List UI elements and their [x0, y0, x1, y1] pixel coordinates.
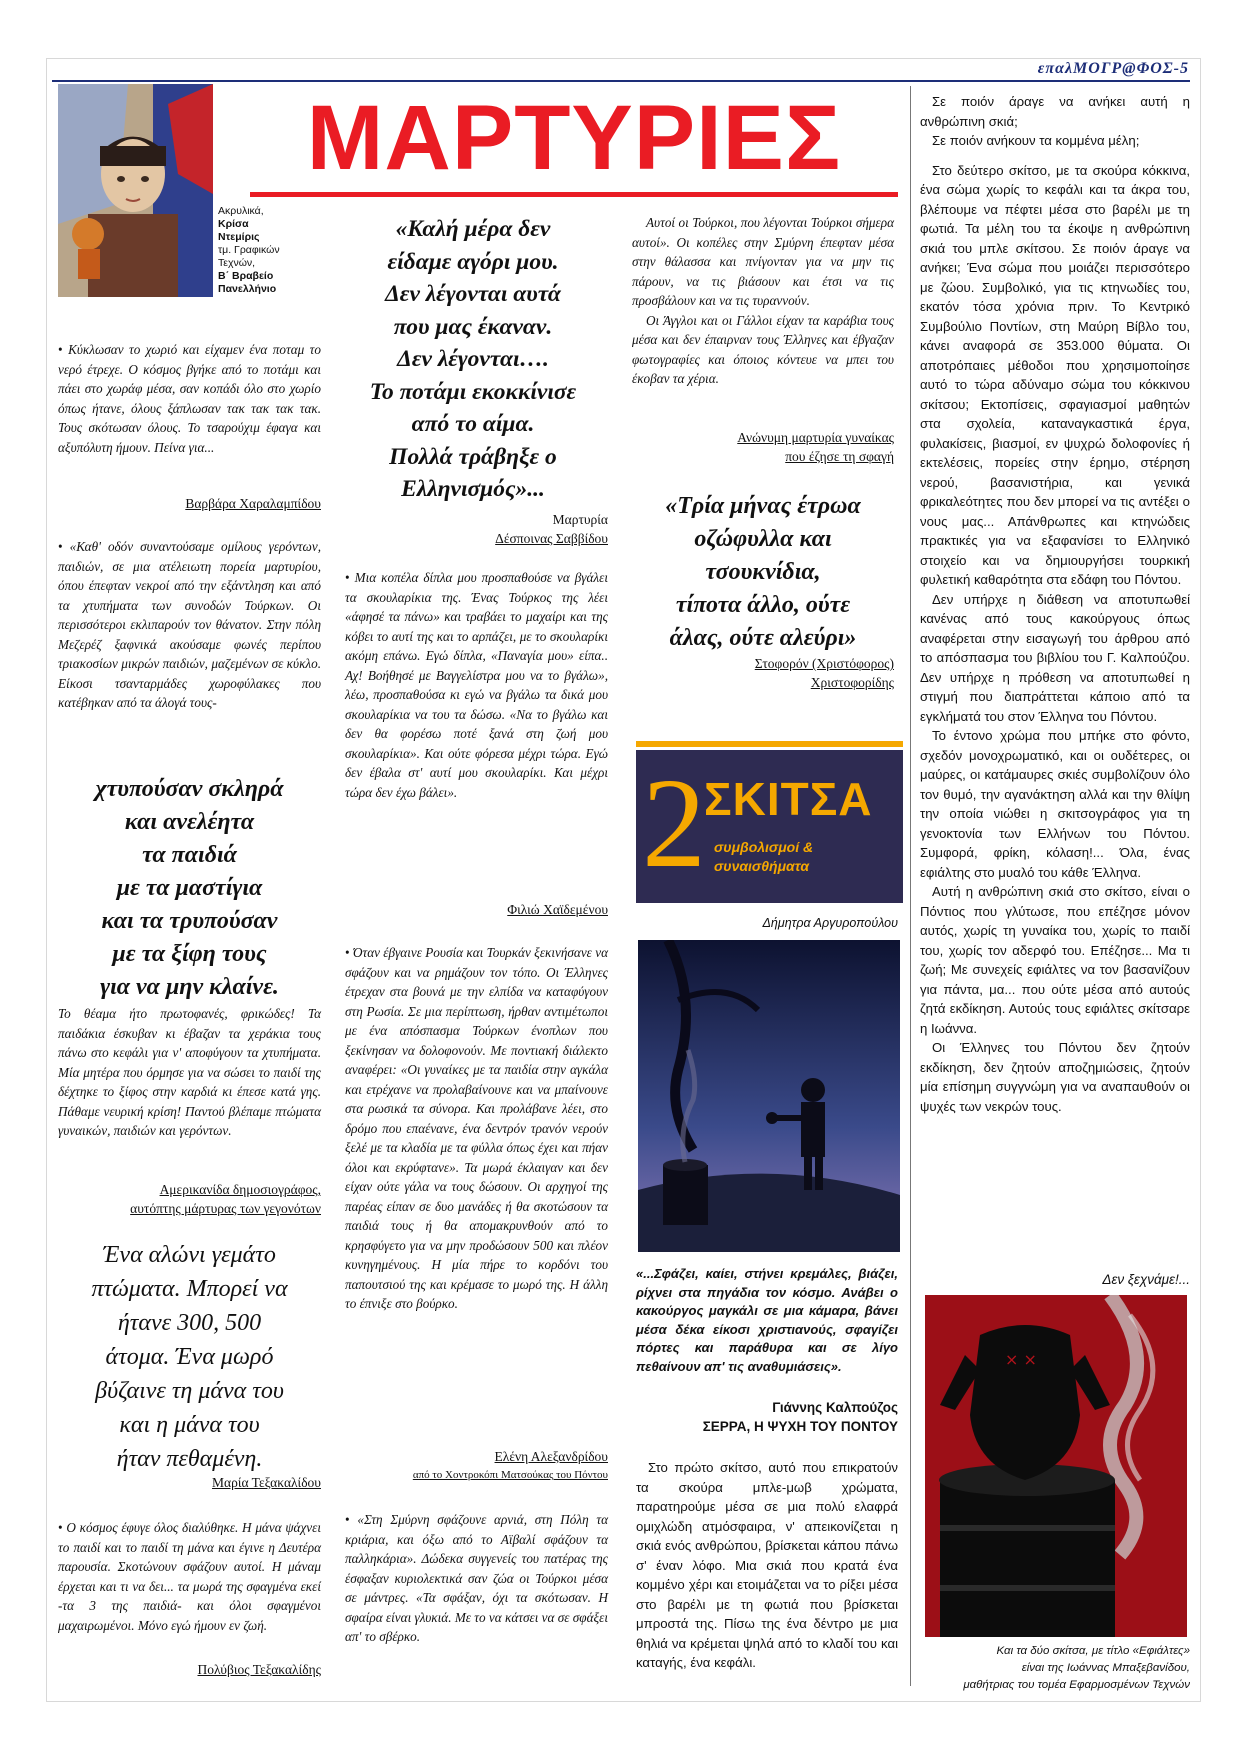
- pull-line: με τα ξίφη τους: [112, 941, 267, 967]
- col2-testimony-3: [345, 1510, 608, 1647]
- col1-testimony-3: [58, 1004, 321, 1141]
- banner-sub-line: συναισθήματα: [714, 858, 810, 874]
- pull-line: χτυπούσαν σκληρά: [95, 776, 284, 802]
- testimony-text: Οι Άγγλοι και οι Γάλλοι είχαν τα καράβια τους μέσα και δεν έπαιρναν τους Έλληνες και έβγαζαν φωτογραφίες και όποιος κόντευε να μπει του έκοβαν τα χέρια.: [632, 312, 894, 386]
- pull-line: από το αίμα.: [411, 411, 535, 437]
- author-line: Χριστοφορίδης: [810, 675, 894, 690]
- quote-book-title: ΣΕΡΡΑ, Η ΨΥΧΗ ΤΟΥ ΠΟΝΤΟΥ: [702, 1419, 898, 1434]
- pull-line: Ένα αλώνι γεμάτο: [103, 1242, 276, 1268]
- pull-line: ήταν πεθαμένη.: [116, 1446, 263, 1472]
- col3-novel-quote: «...Σφάζει, καίει, στήνει κρεμάλες, βιάζει, ρίχνει στα πηγάδια τον κόσμο. Ανάβει ο κακούργος μαγκάλι σε μια κάμαρα, βάνει μέσα δέκα είκοσι χριστιανούς, σφαγίζει πόρτες και παράθυρα και σε λίγο πεθαίνουν απ' τις αναθυμιάσεις».: [636, 1266, 898, 1374]
- author-line: Ανώνυμη μαρτυρία γυναίκας: [737, 430, 894, 445]
- author-line: Στοφορόν (Χριστόφορος): [754, 656, 894, 671]
- child-painting-illustration: [58, 84, 213, 297]
- testimony-text: • «Στη Σμύρνη σφάζουνε αρνιά, στη Πόλη τα κριάρια, και όξω από το Αϊβαλί σφάζουν τα παλληκάρια». Δώδεκα συγγενείς του πατέρας της έσφαξαν κυριολεκτικά σαν ζώα οι Τούρκοι μέσα σε μάντρες. «Τα σφάξαν, όχι τα σκότωσαν. Η σφαίρα είναι γλυκιά. Με το να κάτσει να σε σφάξει απ' το σβέρκο.: [345, 1510, 608, 1647]
- col1-pull2-author: Μαρία Τεξακαλίδου: [212, 1475, 321, 1490]
- banner-subtitle: [714, 838, 813, 876]
- pull-line: Το ποτάμι εκοκκίνισε: [369, 378, 577, 405]
- masthead-title: ΜΑΡΤΥΡΙΕΣ: [306, 87, 842, 189]
- svg-text:× ×: × ×: [1005, 1350, 1037, 1369]
- blue-sketch-illustration: [638, 940, 900, 1252]
- col1-testimony-4: [58, 1518, 321, 1635]
- pull-line: «Τρία μήνας έτρωα: [665, 493, 861, 519]
- col4-analysis: [920, 92, 1190, 1116]
- col1-pull-quote-2: [58, 1238, 321, 1476]
- red-sketch-illustration: [925, 1295, 1187, 1637]
- author-line: αυτόπτης μάρτυρας των γεγονότων: [130, 1201, 321, 1216]
- caption-line: μαθήτριας του τομέα Εφαρμοσμένων Τεχνών: [963, 1679, 1190, 1691]
- banner-sub-line: συμβολισμοί &: [714, 839, 814, 855]
- blue-sketch-image: [638, 940, 900, 1252]
- analysis-text: Σε ποιόν ανήκουν τα κομμένα μέλη;: [932, 133, 1140, 148]
- pull-line: τσουκνίδια,: [705, 559, 821, 585]
- testimony-text: Το θέαμα ήτο πρωτοφανές, φρικώδες! Τα παιδάκια έσκυβαν κι έβαζαν τα χεράκια τους πάνω στο κεφάλι για ν' αποφύγουν τα χτυπήματα. Μία μητέρα που όρμησε για να σώσει το παιδί της δέχτηκε το ξίφος στην καρδιά κι έπεσε κατά γης. Πάθαμε νευρική κρίση! Παντού βλέπαμε πτώματα γυναικών, παιδιών και γερόντων.: [58, 1006, 321, 1138]
- testimony-text: • «Καθ' οδόν συναντούσαμε ομίλους γερόντων, παιδιών, σε μια ατέλειωτη πορεία μαρτυρίου, όπου έπεφταν νεκροί από την εξάντληση και από τα χτυπήματα των συνοδών Τούρκων. Οι περισσότεροι εκλιπαρούν τον θάνατον. Στην πόλη Μεζερέζ ξαφνικά ακούσαμε φωνές περίπου τριακοσίων μικρών παιδιών, μαζεμένων σε κύκλο. Είκοσι τσανταρμάδες χωροφύλακες που κατέβηκαν από τα άλογά τους-: [58, 537, 321, 713]
- col1-pull-quote-1: [58, 773, 321, 1004]
- col2-pull-quote: [338, 213, 608, 506]
- pull-line: Δεν λέγονται αυτά: [385, 281, 561, 307]
- banner-number: 2: [642, 752, 706, 894]
- author-line: Δέσποινας Σαββίδου: [495, 531, 608, 546]
- caption-line: Και τα δύο σκίτσα, με τίτλο «Εφιάλτες»: [996, 1645, 1190, 1657]
- pull-line: βύζαινε τη μάνα του: [95, 1378, 284, 1404]
- col2-author-2: [345, 1447, 608, 1485]
- painting-image: [58, 84, 213, 297]
- analysis-text: Στο πρώτο σκίτσο, αυτό που επικρατούν τα σκούρα μπλε-μωβ χρώματα, παρατηρούμε μέσα σε μια πολύ ελαφρά ομιχλώδη ατμόσφαιρα, ν' απεικονίζεται η σκιά ενός ανθρώπου, βρίσκεται κάπου πάνω σ' έναν λόφο. Μια σκιά που κρατά ένα κομμένο χέρι και ετοιμάζεται να το ρίξει μέσα στο βαρέλι με τη φωτιά που βρίσκεται μπροστά της. Πίσω της ένα δέντρο με μια θηλιά να κρέμεται ψηλά από το κλαδί του και καταγής, ένα κεφάλι.: [636, 1460, 898, 1670]
- author-line: Ελένη Αλεξανδρίδου: [494, 1449, 608, 1464]
- col2-testimony-1: [345, 568, 608, 802]
- pull-line: άλας, ούτε αλεύρι»: [669, 625, 857, 651]
- pull-line: τα παιδιά: [142, 842, 237, 868]
- pull-line: για να μην κλαίνε.: [100, 974, 279, 1000]
- col2-pull-author: [338, 510, 608, 548]
- caption-line: είναι της Ιωάννας Μπαξεβανίδου,: [1021, 1662, 1190, 1674]
- col3-quote-author: [636, 1398, 898, 1436]
- painting-caption: [218, 205, 288, 296]
- analysis-text: Δεν υπήρχε η διάθεση να αποτυπωθεί κανένας από τους κακούργους όπως αναφέρεται στην εισαγωγή του άρθρου από το απόσπασμα του βιβλίου του Γ. Καλπούζου. Δεν υπήρχε η πρόθεση να αποτυπωθεί η στιγμή που διαπράττεται κάποιο από τα εγκλήματά του στον Έλληνα του Πόντου.: [920, 591, 1190, 724]
- pull-line: με τα μαστίγια: [116, 875, 263, 901]
- pull-line: που μας έκαναν.: [393, 313, 553, 340]
- pull-line: οζώφυλλα και: [694, 526, 832, 552]
- analysis-text: Στο δεύτερο σκίτσο, με τα σκούρα κόκκινα, ένα σώμα χωρίς το κεφάλι και τα άκρα του, βλέπουμε να πέφτει μέσα στο βαρέλι με τη φωτιά. Τα μέλη του τα έκοψε η ανθρώπινη σκιά του μπλε σκίτσου. Σε ποιόν άραγε να ανήκει; Ένα σώμα που μοιάζει περισσότερο με ζώου. Συμβολικό, για τις κτηνωδίες του, εκατόν τόσα χρόνια πριν. Το Κεντρικό Συμβούλιο Ποντίων, στη Μαύρη Βίβλο του, κάνει αναφορά σε 353.000 θύματα. Οι αποτρόπαιες μέθοδοι που χρησιμοποίησε αυτό το τώρα αδύναμο σώμα του κόκκινου σκίτσου; Εκτοπίσεις, σφαγιασμοί μαθητών στα σχολεία, καταναγκαστικά έργα, φυλακίσεις, βιασμοί, εν ψυχρώ δολοφονίες ή εκτελέσεις, πορείες στην έρημο, στέρηση νερού, βασανιστήρια, και γενικά φρικαλεότητες που δεν μπορεί να τις αντέξει ο νους μας... Απάνθρωπες και κτηνώδεις πρακτικές για να εξαφανίσει το Ελληνικό στοιχείο και να δημιουργήσει τουρκική φυλετική καθαρότητα στα εδάφη του Πόντου.: [920, 162, 1190, 587]
- col3-testimony-1: [632, 213, 894, 389]
- analysis-text: Το έντονο χρώμα που μπήκε στο φόντο, σχεδόν μονοχρωματικό, και οι ουδέτερες, οι μαύρες, οι κατάμαυρες σκιές συμβολίζουν όλο τον θυμό, την αγανάκτηση αλλά και την θλίψη την οποία νιώθει η σκιτσογράφος για τη γενοκτονία των Ελλήνων του Πόντου. Συμφορά, φρίκη, κόλαση!... Όλα, ένας εφιάλτης στο μυαλό του κάθε Έλληνα.: [920, 728, 1190, 880]
- testimony-text: • Όταν έβγαινε Ρουσία και Τουρκάν ξεκινήσανε να σφάζουν και να ρημάζουν τον τόπο. Οι Έλληνες έτρεχαν στα βουνά με την ελπίδα να καταφύγουν στη Ρωσία. Σε μια περίπτωση, ήρθαν αντιμέτωποι με ένα απόσπασμα Τούρκων ένοπλων που ξεκίνησαν να δολοφονούν. Με ποντιακή διάλεκτο αναφέρει: «Οι γυναίκες με τα παιδία στην αγκάλα και ετρέχανε να προλαβαίνουνε και να μπαίνουνε στα ρωσικά τα σύνορα. Και προλάβανε λέει, στο δρόμο που επαένανε, ένα δεντρόν τρανόν νερούν ξελέ με τα κλαδία με τα φύλλα όπως έχει και πήαν όλοι και εκρύφτανε». Τα μωρά έκλαιγαν και δεν είχαν ούτε γάλα να τους δώσουν. Οι αρχηγοί της παρέας είπαν σε δυο μανάδες ή θα σκοτώσουν τα παιδιά τους ή θα απομακρυνθούν από το κρησφύγετο για να μην προδώσουν 500 και πλέον κυνηγημένους. Η μία πήρε το κορδόνι του παπουτσιού της και κρέμασε το μωρό της. Η άλλη το έπνιξε στο βούρκο.: [345, 943, 608, 1314]
- author-line: από το Χοντροκόπι Ματσούκας του Πόντου: [412, 1469, 608, 1481]
- caption-line: τμ. Γραφικών: [218, 244, 280, 256]
- pull-line: Δεν λέγονται….: [397, 346, 549, 372]
- col1-author-4: Πολύβιος Τεξακαλίδης: [197, 1662, 321, 1677]
- masthead-underline: [250, 192, 898, 197]
- col3-pull-author: [632, 654, 894, 692]
- pull-line: πτώματα. Μπορεί να: [91, 1276, 288, 1302]
- col4-sketch-caption: [920, 1643, 1190, 1694]
- pull-line: είδαμε αγόρι μου.: [387, 248, 559, 275]
- pull-line: άτομα. Ένα μωρό: [105, 1344, 274, 1370]
- pull-line: και ανελέητα: [124, 809, 255, 835]
- pull-line: και τα τρυπούσαν: [101, 908, 278, 934]
- testimony-text: • Κύκλωσαν το χωριό και είχαμεν ένα ποταμ το νερό έτρεχε. Ο κόσμος βγήκε από το ποτάμι και πάει στο χωράφ μέσα, σαν κοπάδι όλο στο χωρίο όπως ήτανε, όλους ξάπλωσαν τακ τακ τακ τακ. Τους σκότωσαν όλους. Το τσαρούχιμ έφαγα και αξυπόλυτη ήμουν. Πείνα για...: [58, 340, 321, 457]
- pull-line: ήτανε 300, 500: [117, 1310, 262, 1336]
- pull-line: Ελληνισμός»...: [401, 476, 545, 502]
- banner-title: ΣΚΙΤΣΑ: [704, 773, 873, 825]
- pull-line: και η μάνα του: [119, 1412, 260, 1438]
- pull-line: «Καλή μέρα δεν: [395, 216, 551, 242]
- sketches-banner-box: [636, 750, 903, 903]
- quote-author-name: Γιάννης Καλπούζος: [772, 1400, 898, 1415]
- analysis-text: Σε ποιόν άραγε να ανήκει αυτή η ανθρώπινη σκιά;: [920, 94, 1190, 129]
- red-sketch-image: [925, 1295, 1187, 1637]
- pull-line: Πολλά τράβηξε ο: [389, 443, 557, 470]
- col1-testimony-2: [58, 537, 321, 713]
- column-rule: [910, 86, 911, 1686]
- pull-line: τίποτα άλλο, ούτε: [675, 592, 851, 618]
- caption-line: Κρίσα: [218, 218, 249, 230]
- header-rule: [52, 80, 1190, 82]
- caption-line: Β΄ Βραβείο: [218, 270, 274, 282]
- sketches-banner: [636, 741, 903, 747]
- col1-testimony-1: [58, 340, 321, 457]
- caption-line: Ακρυλικά,: [218, 205, 264, 217]
- caption-line: Πανελλήνιο: [218, 283, 277, 295]
- testimony-text: • Μια κοπέλα δίπλα μου προσπαθούσε να βγάλει τα σκουλαρίκια της. Ένας Τούρκος της λέει «άφησέ τα πάνω» και τραβάει το μαχαίρι και της κόβει το αυτί της και το αρπάζει, με το σκουλαρίκι ακόμη επάνω. Εγώ δίπλα, «Παναγία μου» είπα.. Αχ! Βοήθησέ με Βαγγελίστρα μου να το βγάλω», λέω, προσπαθούσα κι εγώ να βγάλω τα δικά μου σκουλαρίκια να του τα δώσω. «Να το βγάλω και δεν θα φορέσω ποτέ ξανά στη ζωή μου σκουλαρίκια». Και ούτε φόρεσα μέχρι τώρα. Εγώ δεν έβαλα στ' αυτί μου σκουλαρίκι. Και μέχρι τώρα δεν έχω βάλει».: [345, 568, 608, 802]
- col3-author-1: [632, 428, 894, 466]
- caption-line: Ντεμίρις: [218, 231, 260, 243]
- analysis-text: Αυτή η ανθρώπινη σκιά στο σκίτσο, είναι ο Πόντιος που γλύτωσε, που επέζησε μόνον αυτός, χωρίς τη γυναίκα του, χωρίς το παιδί του, χωρίς τον αδερφό του. Επέζησε... Μα τι ζωή; Με συνεχείς εφιάλτες να τον βασανίζουν για πάντα, μα... που ούτε μέσα από αυτούς ζητά εκδίκηση. Αυτούς τους εφιάλτες σκίτσαρε η Ιωάννα.: [920, 884, 1190, 1036]
- col4-signoff: Δεν ξεχνάμε!...: [1102, 1272, 1190, 1287]
- author-line: Αμερικανίδα δημοσιογράφος,: [159, 1182, 321, 1197]
- author-line: που έζησε τη σφαγή: [785, 449, 894, 464]
- col1-author-3: [58, 1180, 321, 1218]
- author-line: Μαρτυρία: [552, 512, 608, 527]
- banner-author: Δήμητρα Αργυροπούλου: [762, 916, 898, 930]
- col2-author-1: Φιλιώ Χαϊδεμένου: [507, 902, 608, 917]
- running-header: επαλΜΟΓΡ@ΦΟΣ-5: [1037, 60, 1189, 77]
- caption-line: Τεχνών,: [218, 257, 256, 269]
- analysis-text: Οι Έλληνες του Πόντου δεν ζητούν εκδίκηση, δεν ζητούν αποζημιώσεις, ζητούν μία επίσημη συγγνώμη για να αναπαυθούν οι ψυχές των νεκρών τους.: [920, 1040, 1190, 1114]
- col3-pull-quote: [632, 490, 894, 655]
- testimony-text: Αυτοί οι Τούρκοι, που λέγονται Τούρκοι σήμερα αυτοί». Οι κοπέλες στην Σμύρνη έπεφταν μέσα στην θάλασσα και πνίγονταν για να μην τις πάρουν, να τις βιάσουν και έτσι να τις προσβάλουν και να τις τυραννούν.: [632, 215, 894, 308]
- col2-testimony-2: [345, 943, 608, 1314]
- col3-analysis-1: [636, 1458, 898, 1673]
- col1-author-1: Βαρβάρα Χαραλαμπίδου: [185, 496, 321, 511]
- testimony-text: • Ο κόσμος έφυγε όλος διαλύθηκε. Η μάνα ψάχνει το παιδί και το παιδί τη μάνα και έγινε η Δευτέρα παρουσία. Σκοτώνουν σφάζουν αυτοί. Η μάναμ έρχεται και τι να δει... τα μωρά της σφαγμένα εκεί -τα 3 της παιδιά- και όλοι σφαγμένοι μαχαιρωμένοι. Μόνο εγώ ήμουν εν ζωή.: [58, 1518, 321, 1635]
